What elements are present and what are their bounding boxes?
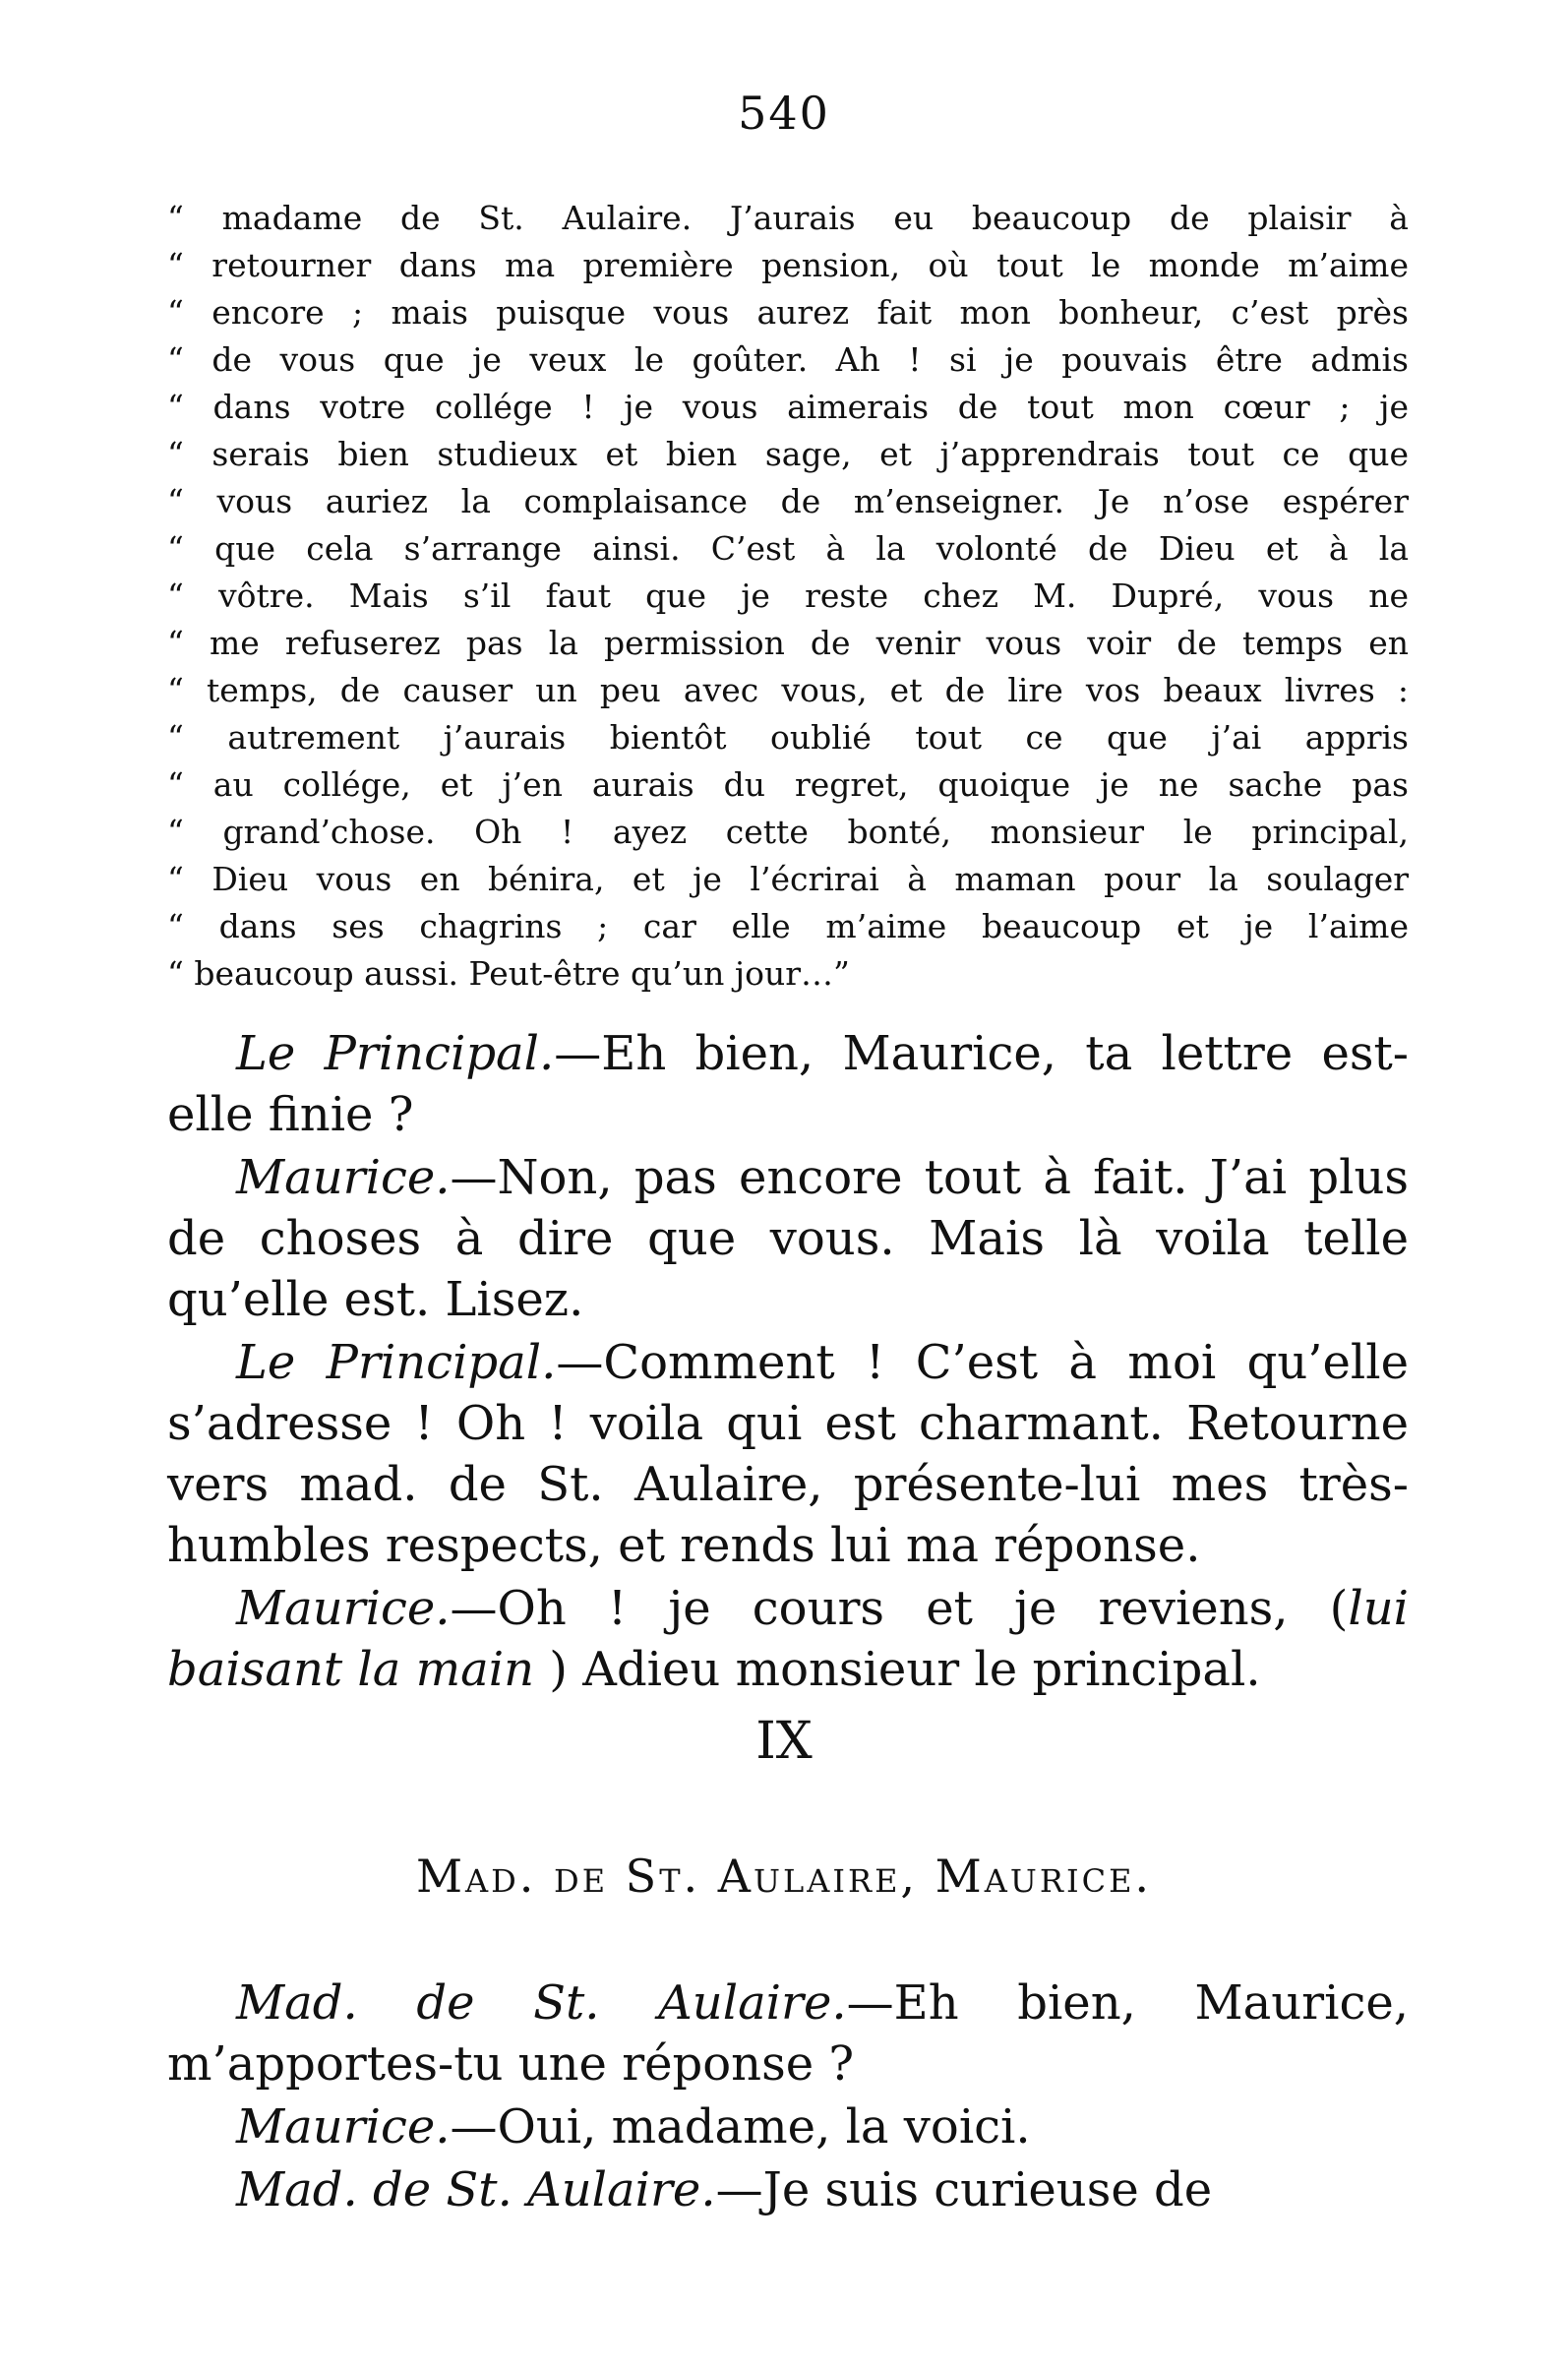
speaker-name: Le Principal. — [236, 1335, 557, 1390]
letter-line: “ retourner dans ma première pension, où tout le monde m’aime — [167, 246, 1409, 284]
speaker-name: Le Principal. — [236, 1026, 555, 1081]
speech-text: —Je suis curieuse de — [715, 2162, 1213, 2217]
letter-line: “ au collége, et j’en aurais du regret, quoique je ne sache pas — [167, 765, 1409, 804]
letter-line: “ dans votre collége ! je vous aimerais de tout mon cœur ; je — [167, 388, 1409, 426]
letter-line: “ serais bien studieux et bien sage, et j’apprendrais tout ce que — [167, 435, 1409, 473]
letter-line: “ temps, de causer un peu avec vous, et de lire vos beaux livres : — [167, 671, 1409, 709]
speech-text: —Comment ! C’est à moi qu’elle s’adresse ! Oh ! voila qui est charmant. Retourne vers mad. de St. Aulaire, présente-lui mes très-humbles respects, et rends lui ma réponse. — [167, 1335, 1410, 1573]
dialogue-paragraph — [167, 1578, 1409, 1700]
letter-line: “ beaucoup aussi. Peut-être qu’un jour…” — [167, 954, 850, 993]
speaker-name: Mad. de St. Aulaire. — [236, 2162, 716, 2217]
letter-line: “ encore ; mais puisque vous aurez fait mon bonheur, c’est près — [167, 293, 1409, 332]
letter-line: “ autrement j’aurais bientôt oublié tout ce que j’ai appris — [167, 718, 1409, 757]
scene-cast: Mad. de St. Aulaire, Maurice. — [415, 1850, 1153, 1903]
speaker-name: Mad. de St. Aulaire. — [236, 1975, 847, 2031]
letter-line: “ dans ses chagrins ; car elle m’aime beaucoup et je l’aime — [167, 907, 1409, 945]
letter-line: “ me refuserez pas la permission de venir vous voir de temps en — [167, 624, 1409, 662]
page-number: 540 — [738, 87, 830, 140]
dialogue-paragraph — [167, 2159, 1409, 2220]
quoted-letter — [167, 195, 1409, 998]
speaker-name: Maurice. — [236, 1581, 451, 1636]
letter-line: “ grand’chose. Oh ! ayez cette bonté, monsieur le principal, — [167, 813, 1409, 851]
speaker-name: Maurice. — [236, 2099, 451, 2155]
stage-direction: lui baisant la main — [167, 1581, 1409, 1697]
speech-text: —Eh bien, Maurice, m’apportes-tu une réponse ? — [167, 1975, 1410, 2092]
letter-line: “ vôtre. Mais s’il faut que je reste chez M. Dupré, vous ne — [167, 577, 1409, 615]
dialogue-scene-viii — [167, 1023, 1409, 1702]
dialogue-paragraph — [167, 1023, 1409, 1145]
letter-line: “ que cela s’arrange ainsi. C’est à la volonté de Dieu et à la — [167, 529, 1409, 568]
speaker-name: Maurice. — [236, 1150, 451, 1205]
speech-text: —Eh bien, Maurice, ta lettre est-elle finie ? — [167, 1026, 1410, 1142]
letter-line: “ Dieu vous en bénira, et je l’écrirai à maman pour la soulager — [167, 860, 1409, 898]
speech-text: —Oh ! je cours et je reviens, ( — [450, 1581, 1349, 1636]
speech-text: ) Adieu monsieur le principal. — [534, 1642, 1261, 1697]
dialogue-scene-ix — [167, 1972, 1409, 2222]
dialogue-paragraph — [167, 2096, 1409, 2157]
speech-text: —Oui, madame, la voici. — [450, 2099, 1031, 2155]
scene-number: IX — [755, 1712, 813, 1771]
dialogue-paragraph — [167, 1147, 1409, 1330]
dialogue-paragraph — [167, 1972, 1409, 2094]
letter-line: “ vous auriez la complaisance de m’enseigner. Je n’ose espérer — [167, 482, 1409, 520]
letter-line: “ de vous que je veux le goûter. Ah ! si je pouvais être admis — [167, 340, 1409, 379]
letter-line: “ madame de St. Aulaire. J’aurais eu beaucoup de plaisir à — [167, 199, 1409, 237]
dialogue-paragraph — [167, 1332, 1409, 1576]
speech-text: —Non, pas encore tout à fait. J’ai plus de choses à dire que vous. Mais là voila telle qu’elle est. Lisez. — [167, 1150, 1409, 1327]
